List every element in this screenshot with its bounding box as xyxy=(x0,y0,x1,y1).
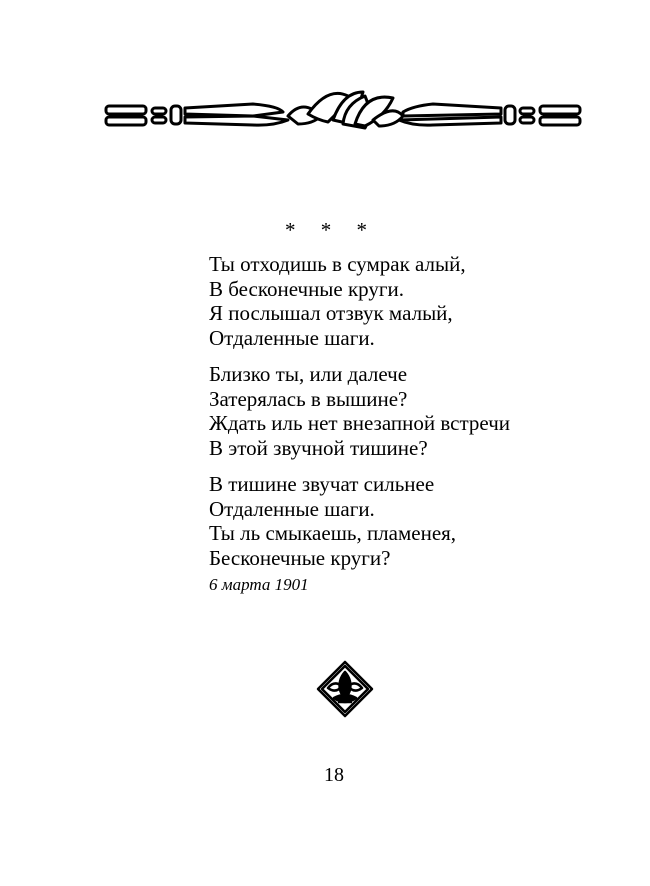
poem-line: Ты отходишь в сумрак алый, xyxy=(209,252,466,276)
stanza-3 xyxy=(209,472,510,570)
poem-line: В бесконечные круги. xyxy=(209,276,405,301)
poem-line: Бесконечные круги? xyxy=(209,545,391,570)
section-asterisks: * * * xyxy=(285,218,377,242)
stanza-1 xyxy=(209,252,510,350)
poem-line: Затерялась в вышине? xyxy=(209,386,408,411)
stanza-2 xyxy=(209,362,510,460)
poem-line: Ты ль смыкаешь, пламенея, xyxy=(209,521,457,545)
poem-date: 6 марта 1901 xyxy=(209,575,309,594)
poem-line: Близко ты, или далече xyxy=(209,362,408,386)
poem-line: Отдаленные шаги. xyxy=(209,496,375,521)
poem-line: В этой звучной тишине? xyxy=(209,435,428,460)
poem-line: Я послышал отзвук малый, xyxy=(209,301,453,325)
poem-line: Ждать иль нет внезапной встречи xyxy=(209,411,510,435)
art-nouveau-header-ornament xyxy=(103,86,583,134)
poem xyxy=(209,252,510,582)
page-number: 18 xyxy=(324,764,344,786)
poem-line: В тишине звучат сильнее xyxy=(209,472,435,496)
poem-line: Отдаленные шаги. xyxy=(209,325,375,350)
diamond-floral-ornament xyxy=(316,660,374,718)
